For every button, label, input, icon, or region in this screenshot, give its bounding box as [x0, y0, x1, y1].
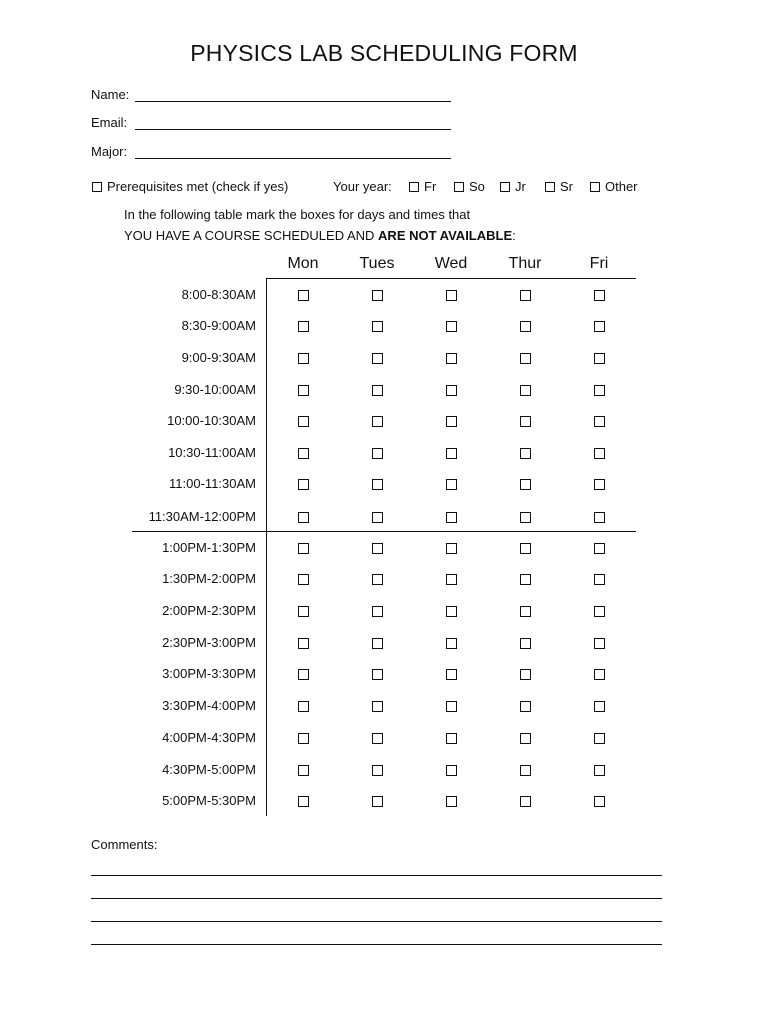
time-slot-label: 9:00-9:30AM [181, 350, 256, 365]
time-slot-label: 4:00PM-4:30PM [162, 730, 256, 745]
availability-checkbox-wed[interactable] [446, 796, 457, 807]
day-header-mon: Mon [287, 255, 319, 272]
year-option-label: Other [605, 179, 638, 194]
availability-checkbox-tues[interactable] [372, 448, 383, 459]
time-slot-label: 1:30PM-2:00PM [162, 571, 256, 586]
availability-checkbox-mon[interactable] [298, 512, 309, 523]
day-header-fri: Fri [589, 255, 609, 272]
instructions-line-2 [124, 228, 516, 243]
name-field [91, 87, 129, 102]
time-slot-label: 10:30-11:00AM [168, 445, 256, 460]
time-slot-label: 11:30AM-12:00PM [148, 509, 256, 524]
availability-checkbox-wed[interactable] [446, 574, 457, 585]
year-option-label: Sr [560, 179, 573, 194]
availability-checkbox-wed[interactable] [446, 321, 457, 332]
comment-line[interactable] [91, 944, 662, 945]
year-option-label: So [469, 179, 485, 194]
day-header-wed: Wed [434, 255, 468, 272]
availability-checkbox-tues[interactable] [372, 321, 383, 332]
year-option-label: Jr [515, 179, 526, 194]
availability-checkbox-mon[interactable] [298, 669, 309, 680]
email-field [91, 115, 127, 130]
time-slot-label: 4:30PM-5:00PM [162, 762, 256, 777]
availability-checkbox-thur[interactable] [520, 512, 531, 523]
form-title: PHYSICS LAB SCHEDULING FORM [190, 40, 578, 66]
instructions-emphasis: ARE NOT AVAILABLE [378, 228, 513, 243]
availability-checkbox-thur[interactable] [520, 701, 531, 712]
time-slot-label: 9:30-10:00AM [174, 382, 256, 397]
year-option-fr[interactable] [409, 179, 436, 194]
availability-checkbox-thur[interactable] [520, 416, 531, 427]
availability-checkbox-thur[interactable] [520, 796, 531, 807]
time-slot-label: 8:30-9:00AM [181, 318, 256, 333]
instructions-prefix: YOU HAVE A COURSE SCHEDULED AND [124, 228, 379, 243]
availability-checkbox-mon[interactable] [298, 606, 309, 617]
availability-checkbox-wed[interactable] [446, 765, 457, 776]
name-input-line[interactable] [135, 101, 451, 102]
availability-checkbox-wed[interactable] [446, 416, 457, 427]
name-label: Name: [91, 87, 130, 102]
year-option-other[interactable] [590, 179, 638, 194]
prerequisites-option[interactable] [92, 179, 288, 194]
availability-checkbox-mon[interactable] [298, 448, 309, 459]
year-checkbox[interactable] [454, 182, 464, 192]
availability-checkbox-mon[interactable] [298, 701, 309, 712]
year-option-jr[interactable] [500, 179, 526, 194]
availability-checkbox-tues[interactable] [372, 638, 383, 649]
time-slot-label: 11:00-11:30AM [169, 476, 256, 491]
availability-checkbox-tues[interactable] [372, 385, 383, 396]
major-input-line[interactable] [135, 158, 451, 159]
availability-checkbox-fri[interactable] [594, 638, 605, 649]
availability-checkbox-tues[interactable] [372, 733, 383, 744]
comment-line[interactable] [91, 898, 662, 899]
major-field [91, 144, 127, 159]
availability-checkbox-mon[interactable] [298, 416, 309, 427]
availability-checkbox-thur[interactable] [520, 385, 531, 396]
availability-checkbox-fri[interactable] [594, 321, 605, 332]
availability-checkbox-tues[interactable] [372, 290, 383, 301]
availability-checkbox-fri[interactable] [594, 290, 605, 301]
day-header-tues: Tues [359, 255, 395, 272]
availability-checkbox-tues[interactable] [372, 606, 383, 617]
availability-checkbox-fri[interactable] [594, 353, 605, 364]
availability-checkbox-mon[interactable] [298, 385, 309, 396]
year-checkbox[interactable] [545, 182, 555, 192]
availability-checkbox-fri[interactable] [594, 385, 605, 396]
email-input-line[interactable] [135, 129, 451, 130]
availability-checkbox-thur[interactable] [520, 543, 531, 554]
availability-checkbox-fri[interactable] [594, 416, 605, 427]
year-option-sr[interactable] [545, 179, 573, 194]
prerequisites-checkbox[interactable] [92, 182, 102, 192]
availability-checkbox-mon[interactable] [298, 543, 309, 554]
availability-checkbox-wed[interactable] [446, 448, 457, 459]
availability-checkbox-fri[interactable] [594, 574, 605, 585]
availability-checkbox-fri[interactable] [594, 796, 605, 807]
instructions-suffix: : [512, 228, 516, 243]
availability-checkbox-wed[interactable] [446, 606, 457, 617]
availability-checkbox-fri[interactable] [594, 733, 605, 744]
availability-checkbox-tues[interactable] [372, 512, 383, 523]
year-checkbox[interactable] [590, 182, 600, 192]
availability-checkbox-wed[interactable] [446, 638, 457, 649]
availability-checkbox-mon[interactable] [298, 290, 309, 301]
availability-checkbox-tues[interactable] [372, 796, 383, 807]
time-slot-label: 8:00-8:30AM [181, 287, 256, 302]
year-checkbox[interactable] [409, 182, 419, 192]
availability-checkbox-fri[interactable] [594, 479, 605, 490]
time-slot-label: 10:00-10:30AM [167, 413, 256, 428]
availability-checkbox-wed[interactable] [446, 669, 457, 680]
availability-checkbox-wed[interactable] [446, 353, 457, 364]
availability-checkbox-mon[interactable] [298, 321, 309, 332]
availability-checkbox-wed[interactable] [446, 479, 457, 490]
availability-checkbox-fri[interactable] [594, 765, 605, 776]
availability-checkbox-fri[interactable] [594, 606, 605, 617]
availability-checkbox-fri[interactable] [594, 448, 605, 459]
header-divider [267, 278, 636, 279]
comment-line[interactable] [91, 921, 662, 922]
time-slot-label: 3:00PM-3:30PM [162, 666, 256, 681]
availability-checkbox-mon[interactable] [298, 733, 309, 744]
availability-checkbox-thur[interactable] [520, 321, 531, 332]
availability-checkbox-mon[interactable] [298, 479, 309, 490]
time-slot-label: 1:00PM-1:30PM [162, 540, 256, 555]
email-label: Email: [91, 115, 128, 130]
availability-checkbox-mon[interactable] [298, 353, 309, 364]
time-slot-label: 2:00PM-2:30PM [162, 603, 256, 618]
availability-checkbox-fri[interactable] [594, 669, 605, 680]
availability-checkbox-thur[interactable] [520, 733, 531, 744]
availability-checkbox-wed[interactable] [446, 543, 457, 554]
major-label: Major: [91, 144, 128, 159]
availability-checkbox-wed[interactable] [446, 512, 457, 523]
availability-checkbox-wed[interactable] [446, 385, 457, 396]
lunch-divider [132, 531, 636, 532]
prerequisites-label: Prerequisites met (check if yes) [107, 179, 289, 194]
year-checkbox[interactable] [500, 182, 510, 192]
availability-checkbox-tues[interactable] [372, 701, 383, 712]
time-slot-label: 2:30PM-3:00PM [162, 635, 256, 650]
availability-checkbox-thur[interactable] [520, 669, 531, 680]
availability-checkbox-thur[interactable] [520, 638, 531, 649]
comment-line[interactable] [91, 875, 662, 876]
availability-checkbox-thur[interactable] [520, 353, 531, 364]
time-slot-label: 3:30PM-4:00PM [162, 698, 256, 713]
availability-checkbox-thur[interactable] [520, 290, 531, 301]
availability-checkbox-thur[interactable] [520, 574, 531, 585]
availability-checkbox-mon[interactable] [298, 765, 309, 776]
year-label: Your year: [333, 179, 392, 194]
time-column-divider [266, 278, 267, 816]
day-header-thur: Thur [508, 255, 542, 272]
availability-checkbox-fri[interactable] [594, 512, 605, 523]
availability-checkbox-wed[interactable] [446, 290, 457, 301]
availability-checkbox-tues[interactable] [372, 543, 383, 554]
availability-checkbox-wed[interactable] [446, 701, 457, 712]
year-option-label: Fr [424, 179, 437, 194]
year-option-so[interactable] [454, 179, 485, 194]
availability-checkbox-wed[interactable] [446, 733, 457, 744]
instructions-line-1: In the following table mark the boxes for days and times that [124, 207, 471, 222]
availability-checkbox-thur[interactable] [520, 765, 531, 776]
availability-checkbox-tues[interactable] [372, 416, 383, 427]
availability-checkbox-tues[interactable] [372, 574, 383, 585]
availability-checkbox-fri[interactable] [594, 701, 605, 712]
time-slot-label: 5:00PM-5:30PM [162, 793, 256, 808]
availability-checkbox-thur[interactable] [520, 606, 531, 617]
availability-checkbox-tues[interactable] [372, 669, 383, 680]
availability-checkbox-tues[interactable] [372, 353, 383, 364]
availability-checkbox-thur[interactable] [520, 448, 531, 459]
availability-checkbox-mon[interactable] [298, 638, 309, 649]
availability-checkbox-fri[interactable] [594, 543, 605, 554]
availability-checkbox-tues[interactable] [372, 765, 383, 776]
availability-checkbox-thur[interactable] [520, 479, 531, 490]
comments-label: Comments: [91, 837, 158, 852]
availability-checkbox-tues[interactable] [372, 479, 383, 490]
availability-checkbox-mon[interactable] [298, 574, 309, 585]
availability-checkbox-mon[interactable] [298, 796, 309, 807]
